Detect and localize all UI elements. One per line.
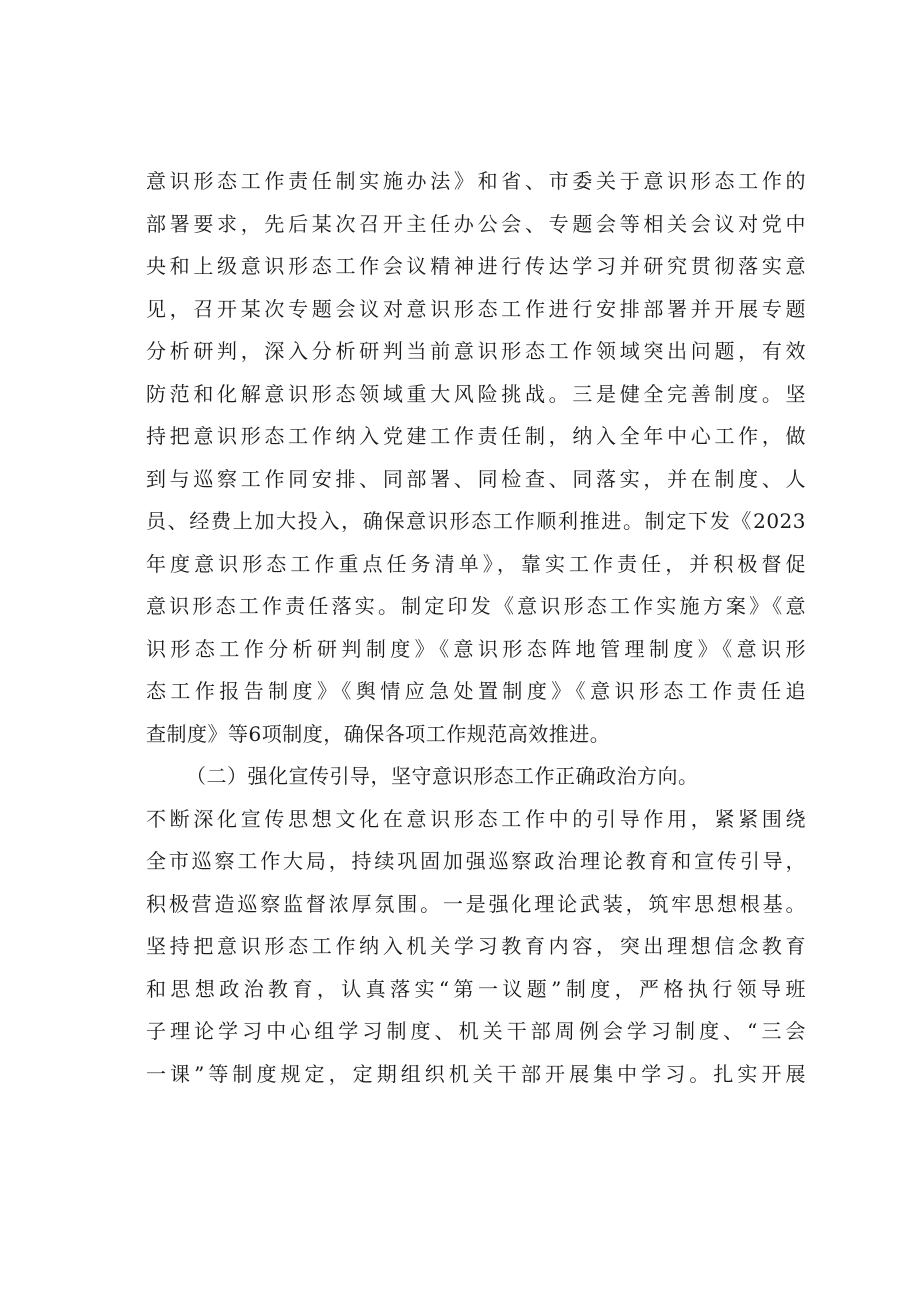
- paragraph-line: 不断深化宣传思想文化在意识形态工作中的引导作用，紧紧围绕: [146, 806, 806, 831]
- body-text: [146, 160, 806, 1095]
- paragraph-line: 查制度》等6项制度，确保各项工作规范高效推进。: [146, 721, 611, 746]
- paragraph-line: 员、经费上加大投入，确保意识形态工作顺利推进。制定下发《2023: [146, 509, 806, 533]
- paragraph-line: 态工作报告制度》《舆情应急处置制度》《意识形态工作责任追: [146, 679, 806, 703]
- paragraph-line: 央和上级意识形态工作会议精神进行传达学习并研究贯彻落实意: [146, 254, 806, 278]
- section-heading: （二）强化宣传引导，坚守意识形态工作正确政治方向。: [186, 764, 699, 788]
- paragraph-line: 分析研判，深入分析研判当前意识形态工作领域突出问题，有效: [146, 339, 806, 363]
- paragraph-line: 和思想政治教育，认真落实“第一议题”制度，严格执行领导班: [146, 976, 806, 1001]
- paragraph-line: 意识形态工作责任制实施办法》和省、市委关于意识形态工作的: [146, 169, 806, 193]
- paragraph-line: 年度意识形态工作重点任务清单》，靠实工作责任，并积极督促: [146, 551, 806, 576]
- paragraph-line: 到与巡察工作同安排、同部署、同检查、同落实，并在制度、人: [146, 466, 806, 491]
- paragraph-line: 持把意识形态工作纳入党建工作责任制，纳入全年中心工作，做: [146, 424, 806, 448]
- paragraph-line: 部署要求，先后某次召开主任办公会、专题会等相关会议对党中: [146, 211, 806, 236]
- paragraph-line: 坚持把意识形态工作纳入机关学习教育内容，突出理想信念教育: [146, 934, 806, 958]
- paragraph-line: 意识形态工作责任落实。制定印发《意识形态工作实施方案》《意: [146, 594, 806, 618]
- paragraph-line: 识形态工作分析研判制度》《意识形态阵地管理制度》《意识形: [146, 636, 806, 661]
- paragraph-line: 积极营造巡察监督浓厚氛围。一是强化理论武装，筑牢思想根基。: [146, 891, 806, 916]
- paragraph-line: 见，召开某次专题会议对意识形态工作进行安排部署并开展专题: [146, 296, 806, 321]
- paragraph-line: 全市巡察工作大局，持续巩固加强巡察政治理论教育和宣传引导，: [146, 849, 806, 873]
- paragraph-line: 子理论学习中心组学习制度、机关干部周例会学习制度、“三会: [146, 1019, 806, 1043]
- paragraph-line: 防范和化解意识形态领域重大风险挑战。三是健全完善制度。坚: [146, 381, 806, 406]
- paragraph-line: 一课”等制度规定，定期组织机关干部开展集中学习。扎实开展: [146, 1061, 806, 1086]
